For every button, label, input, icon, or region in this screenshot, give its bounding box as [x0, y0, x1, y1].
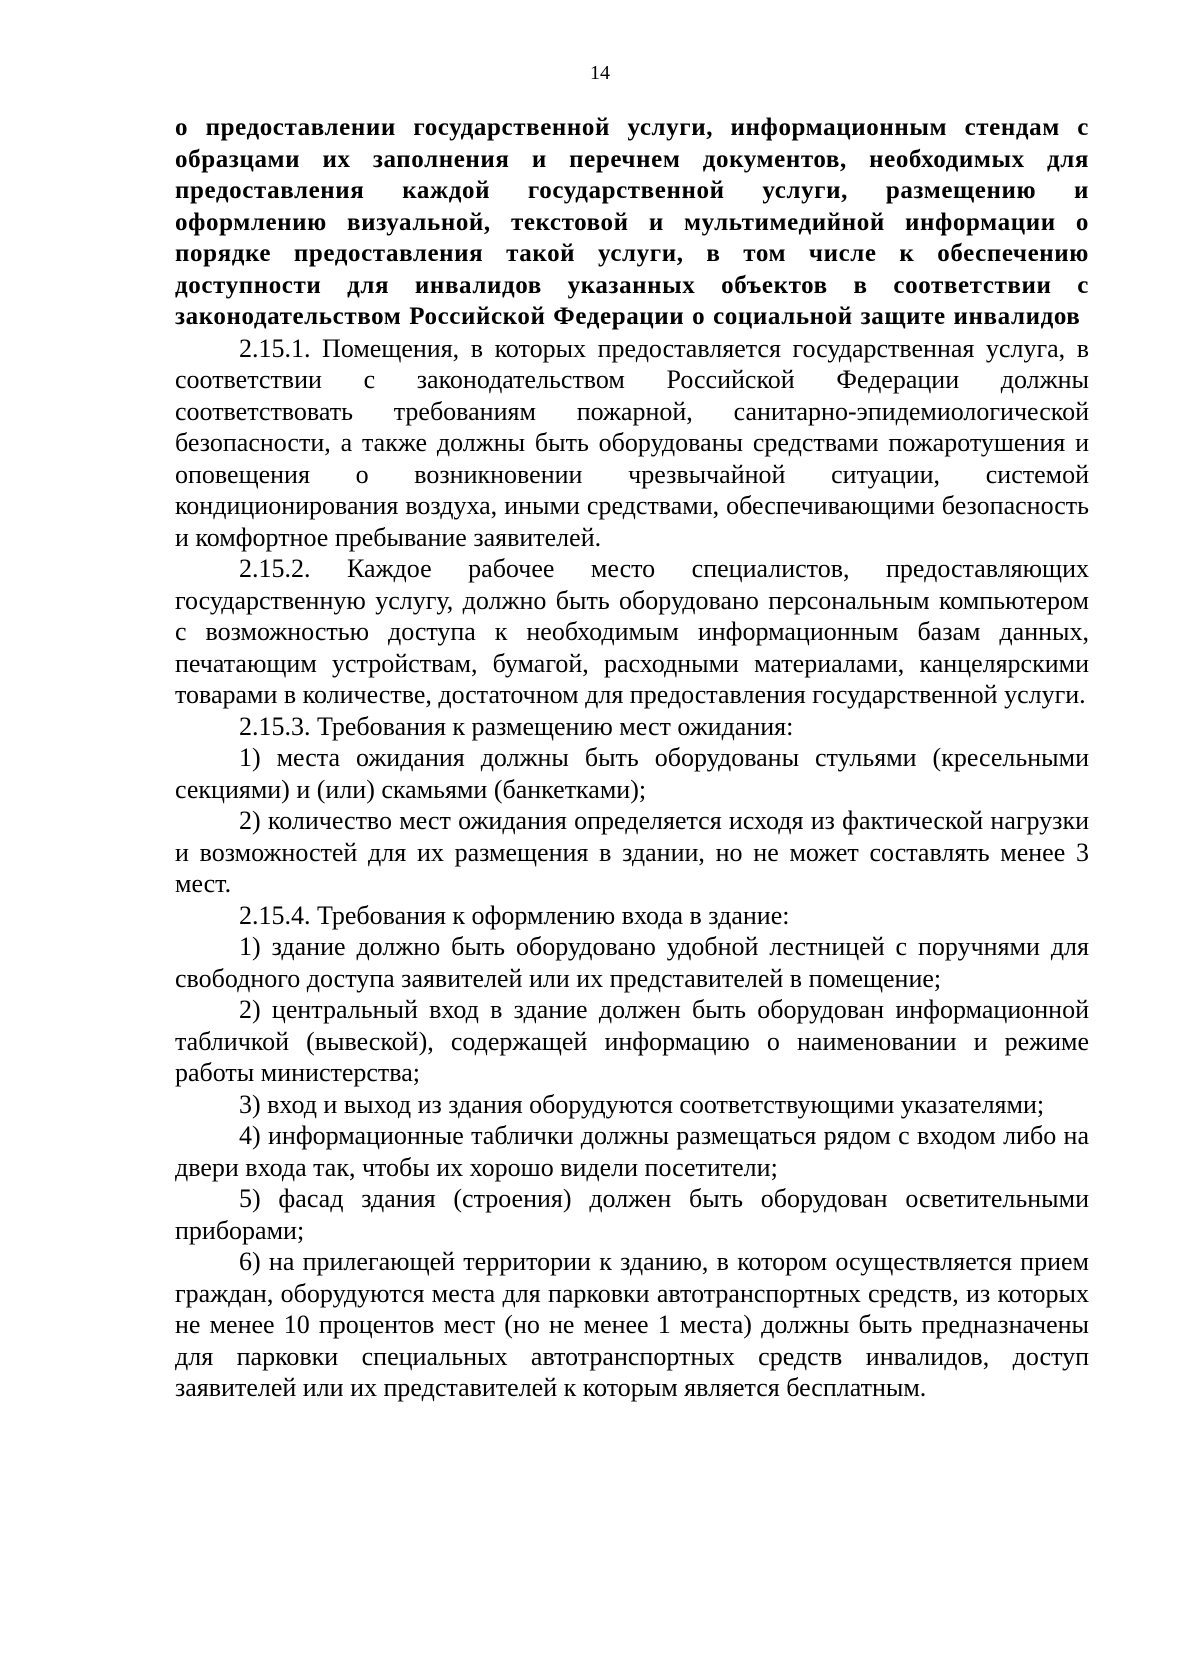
list-item-entrance-5: 5) фасад здания (строения) должен быть оборудован осветительными приборами;	[175, 1184, 1089, 1245]
paragraph-2-15-2: 2.15.2. Каждое рабочее место специалистов, предоставляющих государственную услугу, должно быть оборудовано персональным компьютером с возможностью доступа к необходимым информационным базам данных, печатающим устройствам, бумагой, расходными материалами, канцелярскими товарами в количестве, достаточном для предоставления государственной услуги.	[175, 554, 1089, 709]
list-item-waiting-1: 1) места ожидания должны быть оборудованы стульями (кресельными секциями) и (или) скамьями (банкетками);	[175, 743, 1089, 804]
list-item-entrance-3: 3) вход и выход из здания оборудуются соответствующими указателями;	[239, 1089, 1045, 1119]
paragraph-2-15-4: 2.15.4. Требования к оформлению входа в здание:	[239, 900, 790, 930]
paragraph-2-15-1: 2.15.1. Помещения, в которых предоставляется государственная услуга, в соответствии с законодательством Российской Федерации должны соответствовать требованиям пожарной, санитарно-эпидемиологической безопасности, а также должны быть оборудованы средствами пожаротушения и оповещения о возникновении чрезвычайной ситуации, системой кондиционирования воздуха, иными средствами, обеспечивающими безопасность и комфортное пребывание заявителей.	[175, 333, 1089, 552]
document-body	[175, 112, 1089, 1404]
list-item-entrance-6: 6) на прилегающей территории к зданию, в котором осуществляется прием граждан, оборудуются места для парковки автотранспортных средств, из которых не менее 10 процентов мест (но не менее 1 места) должны быть предназначены для парковки специальных автотранспортных средств инвалидов, доступ заявителей или их представителей к которым является бесплатным.	[175, 1247, 1089, 1402]
section-heading: о предоставлении государственной услуги, информационным стендам с образцами их заполнения и перечнем документов, необходимых для предоставления каждой государственной услуги, размещению и оформлению визуальной, текстовой и мультимедийной информации о порядке предоставления такой услуги, в том числе к обеспечению доступности для инвалидов указанных объектов в соответствии с законодательством Российской Федерации о социальной защите инвалидов	[175, 114, 1089, 330]
list-item-entrance-4: 4) информационные таблички должны размещаться рядом с входом либо на двери входа так, чтобы их хорошо видели посетители;	[175, 1121, 1089, 1182]
list-item-entrance-1: 1) здание должно быть оборудовано удобной лестницей с поручнями для свободного доступа заявителей или их представителей в помещение;	[175, 932, 1089, 993]
list-item-waiting-2: 2) количество мест ожидания определяется исходя из фактической нагрузки и возможностей для их размещения в здании, но не может составлять менее 3 мест.	[175, 806, 1089, 898]
paragraph-2-15-3: 2.15.3. Требования к размещению мест ожидания:	[239, 711, 794, 741]
page-number: 14	[590, 62, 610, 84]
list-item-entrance-2: 2) центральный вход в здание должен быть оборудован информационной табличкой (вывеской), содержащей информацию о наименовании и режиме работы министерства;	[175, 995, 1089, 1087]
